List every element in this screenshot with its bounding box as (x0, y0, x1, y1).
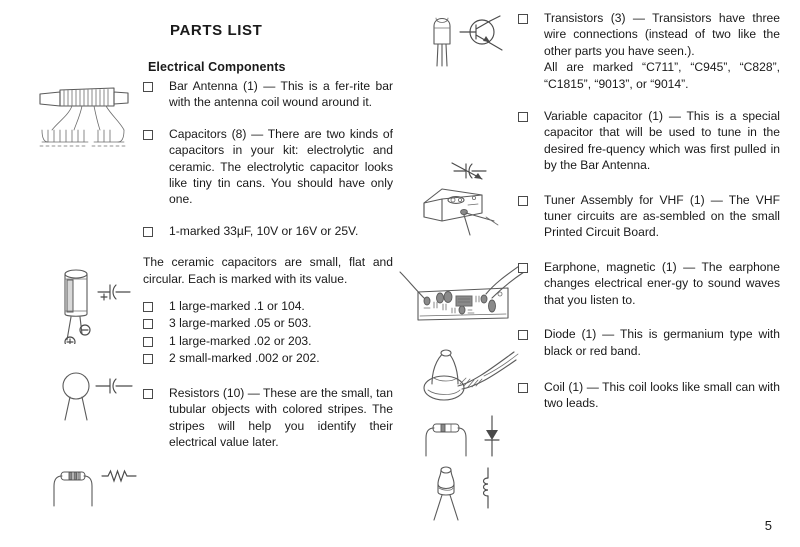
list-item-coil[interactable] (518, 379, 780, 412)
bar-antenna-figure (28, 72, 140, 150)
list-item-text: Diode (1) — This is germanium type with black or red band. (544, 327, 780, 358)
list-item-capacitors[interactable] (143, 126, 393, 208)
list-item-text: Variable capacitor (1) — This is a special capacitor that will be used to tune in the desired fre-quency which was first pulled in by the Bar Antenna. (544, 109, 780, 173)
section-heading: Electrical Components (148, 60, 286, 75)
list-item-ceramic-1[interactable] (143, 298, 393, 314)
right-text-column (518, 10, 780, 425)
list-item-bar-antenna[interactable] (143, 78, 393, 111)
list-item-text: Resistors (10) — These are the small, tan tubular objects with colored stripes. The stripes will help you identify their electrical value later. (169, 385, 393, 449)
checkbox-electrolytic-value[interactable] (143, 227, 153, 237)
list-item-resistors[interactable] (143, 385, 393, 451)
list-item-text: 1 large-marked .02 or 203. (169, 333, 312, 348)
left-text-column (143, 78, 393, 463)
checkbox-diode[interactable] (518, 330, 528, 340)
coil-figure (424, 462, 522, 524)
checkbox-earphone[interactable] (518, 263, 528, 273)
list-item-text: Bar Antenna (1) — This is a fer-rite bar with the antenna coil wound around it. (169, 79, 393, 110)
checkbox-bar-antenna[interactable] (143, 82, 153, 92)
checkbox-ceramic-3[interactable] (143, 337, 153, 347)
list-item-text-secondary: All are marked “C711”, “C945”, “C828”, “C1815”, “9013”, or “9014”. (544, 60, 780, 91)
list-item-text: Capacitors (8) — There are two kinds of capacitors in your kit: electrolytic and ceramic. The electrolytic capacitor looks like tiny tin cans. You should have only one. (169, 126, 393, 207)
list-item-electrolytic-value[interactable] (143, 223, 393, 239)
checkbox-capacitors[interactable] (143, 130, 153, 140)
checkbox-ceramic-2[interactable] (143, 319, 153, 329)
page-title: PARTS LIST (170, 22, 263, 40)
list-item-text: Tuner Assembly for VHF (1) — The VHF tuner circuits are as-sembled on the small Printed Circuit Board. (544, 192, 780, 240)
list-item-ceramic-3[interactable] (143, 333, 393, 349)
tuner-pcb-figure (396, 258, 526, 338)
checkbox-variable-capacitor[interactable] (518, 112, 528, 122)
earphone-figure (412, 342, 522, 412)
checkbox-transistors[interactable] (518, 14, 528, 24)
list-item-tuner-assembly[interactable] (518, 192, 780, 241)
page-number: 5 (764, 518, 772, 533)
list-item-transistors[interactable] (518, 10, 780, 92)
electrolytic-capacitor-figure (52, 258, 144, 344)
list-item-text: 3 large-marked .05 or 503. (169, 316, 312, 331)
checkbox-ceramic-1[interactable] (143, 302, 153, 312)
list-item-text: 2 small-marked .002 or 202. (169, 351, 320, 366)
list-item-ceramic-4[interactable] (143, 350, 393, 366)
list-item-earphone[interactable] (518, 259, 780, 308)
checkbox-ceramic-4[interactable] (143, 354, 153, 364)
transistor-figure (420, 8, 516, 70)
list-item-text: Coil (1) — This coil looks like small can with two leads. (544, 379, 780, 411)
checkbox-resistors[interactable] (143, 389, 153, 399)
ceramic-capacitor-figure (52, 368, 144, 428)
diode-figure (420, 412, 520, 464)
variable-capacitor-figure (408, 155, 520, 241)
ceramic-capacitors-paragraph: The ceramic capacitors are small, flat and circular. Each is marked with its value. (143, 255, 393, 286)
list-item-ceramic-2[interactable] (143, 315, 393, 331)
list-item-text: 1 large-marked .1 or 104. (169, 299, 305, 314)
checkbox-coil[interactable] (518, 383, 528, 393)
checkbox-tuner-assembly[interactable] (518, 196, 528, 206)
list-item-diode[interactable] (518, 326, 780, 359)
resistor-figure (48, 462, 148, 516)
list-item-variable-capacitor[interactable] (518, 108, 780, 174)
list-item-text: 1-marked 33µF, 10V or 16V or 25V. (169, 223, 359, 238)
list-item-text: Transistors (3) — Transistors have three wire connections (instead of two like the other parts you have seen.). (544, 11, 780, 58)
list-item-text: Earphone, magnetic (1) — The earphone changes electrical ener-gy to sound waves that you listen to. (544, 259, 780, 307)
